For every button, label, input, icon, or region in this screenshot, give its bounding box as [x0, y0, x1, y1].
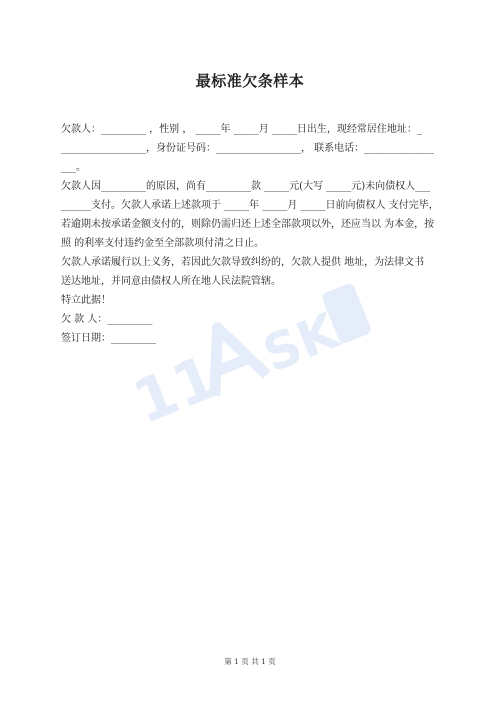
- text-line-2: _________________，身份证号码：_________________， 联系电话：______________: [61, 143, 435, 154]
- text-line-4: 欠款人因_________的原因，尚有_________款 _____元(大写 _____元)未向债权人___: [61, 181, 431, 192]
- svg-text:11: 11: [123, 341, 228, 439]
- text-line-1: 欠款人：_________ ，性别 ， _____年 _____月 _____日出生，现经常居住地址：_: [61, 124, 422, 135]
- text-line-9: 送达地址，并同意由债权人所在地人民法院管辖。: [61, 276, 281, 287]
- page-footer: 第 1 页 共 1 页: [224, 657, 276, 666]
- text-line-11: 欠 款 人：_________: [61, 314, 153, 325]
- text-line-6: 若逾期未按承诺金额支付的，则除仍需归还上述全部款项以外，还应当以 为本金，按: [61, 219, 435, 230]
- text-line-7: 照 的利率支付违约金至全部款项付清之日止。: [61, 238, 265, 249]
- text-line-12: 签订日期：_________: [61, 333, 156, 344]
- document-title: 最标准欠条样本: [195, 72, 305, 90]
- text-line-3: ___。: [61, 162, 86, 173]
- text-line-5: ______支付。欠款人承诺上述款项于 _____年 _____月 _____日前向债权人 支付完毕，: [61, 200, 439, 211]
- svg-text:SK: SK: [255, 301, 347, 384]
- text-line-8: 欠款人承诺履行以上义务，若因此欠款导致纠纷的，欠款人提供 地址，为法律文书: [61, 257, 425, 268]
- text-line-10: 特立此据！: [61, 295, 111, 306]
